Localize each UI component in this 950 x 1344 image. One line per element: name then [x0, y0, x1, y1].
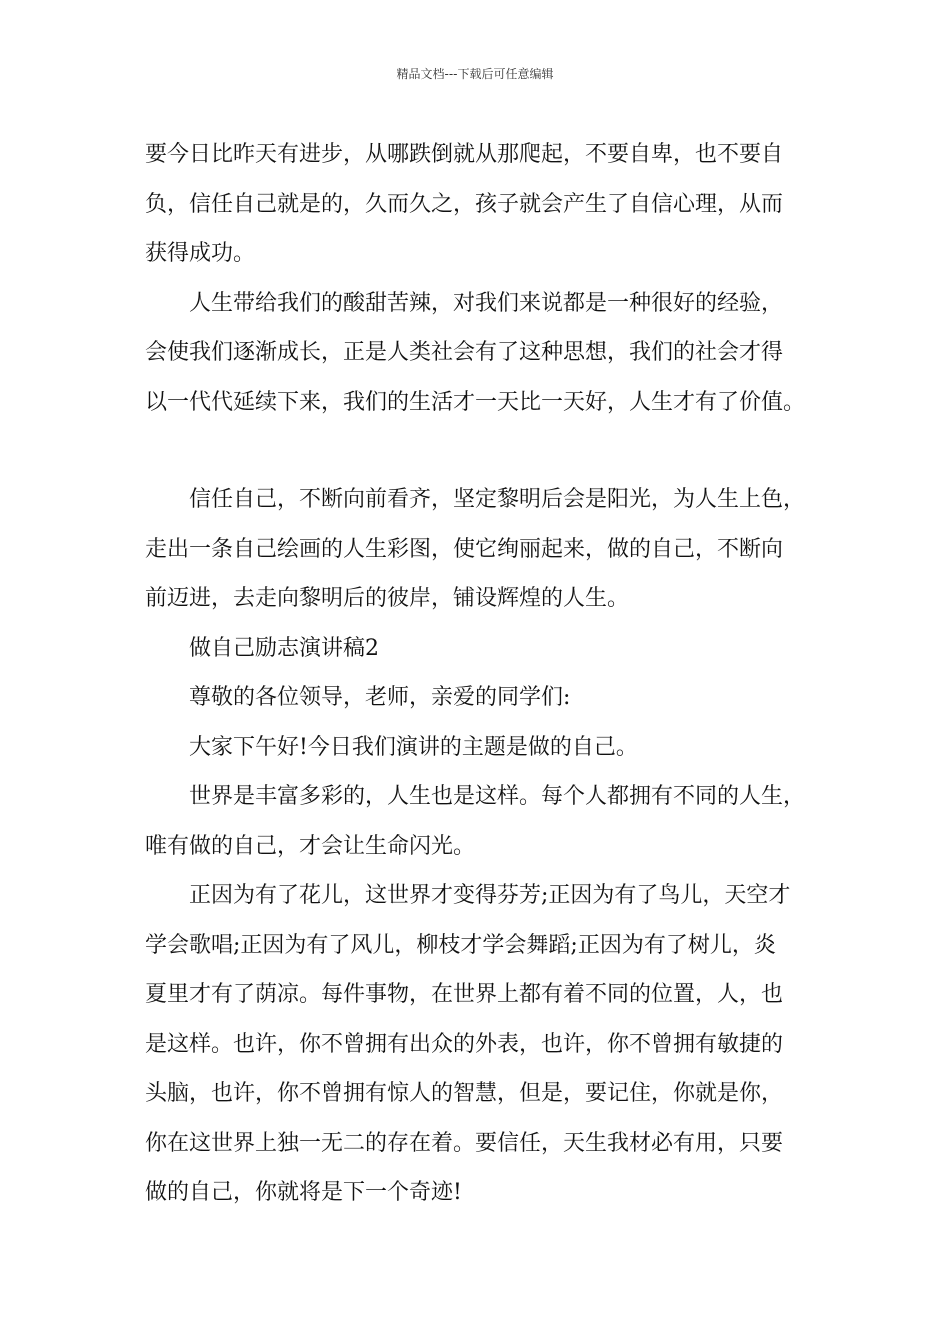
paragraph-line: 大家下午好!今日我们演讲的主题是做的自己。: [189, 734, 638, 760]
section-title: [145, 624, 835, 674]
paragraph-line: 做的自己，你就将是下一个奇迹!: [145, 1180, 462, 1205]
paragraph-line: 负，信任自己就是的，久而久之，孩子就会产生了自信心理，从而: [145, 191, 784, 217]
paragraph-line: 信任自己，不断向前看齐，坚定黎明后会是阳光，为人生上色，: [189, 487, 806, 512]
document-body: [145, 130, 835, 1218]
paragraph-2: [145, 279, 835, 428]
paragraph-line: 走出一条自己绘画的人生彩图，使它绚丽起来，做的自己，不断向: [145, 536, 784, 562]
paragraph-line: 会使我们逐渐成长，正是人类社会有了这种思想，我们的社会才得: [145, 340, 784, 365]
paragraph-line: 头脑，也许，你不曾拥有惊人的智慧，但是，要记住，你就是你，: [145, 1081, 784, 1106]
section-heading: 做自己励志演讲稿2: [189, 635, 379, 661]
paragraph-line: 世界是丰富多彩的，人生也是这样。每个人都拥有不同的人生，: [189, 784, 806, 809]
paragraph-line: 前迈进，去走向黎明后的彼岸，铺设辉煌的人生。: [145, 586, 630, 611]
salutation: [145, 673, 835, 723]
greeting: [145, 723, 835, 773]
paragraph-1: [145, 130, 835, 279]
paragraph-8: [145, 871, 835, 1218]
paragraph-line: 获得成功。: [145, 241, 256, 266]
paragraph-7: [145, 772, 835, 871]
paragraph-line: 以一代代延续下来，我们的生活才一天比一天好，人生才有了价值。: [145, 389, 806, 415]
paragraph-3: [145, 475, 835, 624]
paragraph-line: 要今日比昨天有进步，从哪跌倒就从那爬起，不要自卑，也不要自: [145, 142, 784, 167]
paragraph-line: 人生带给我们的酸甜苦辣，对我们来说都是一种很好的经验，: [189, 290, 784, 316]
paragraph-spacer: [145, 427, 835, 475]
paragraph-line: 你在这世界上独一无二的存在着。要信任，天生我材必有用，只要: [145, 1130, 784, 1156]
paragraph-line: 夏里才有了荫凉。每件事物，在世界上都有着不同的位置，人，也: [145, 982, 784, 1007]
page-header: 精品文档---下载后可任意编辑: [396, 67, 554, 81]
paragraph-line: 唯有做的自己，才会让生命闪光。: [145, 833, 476, 859]
paragraph-line: 是这样。也许，你不曾拥有出众的外表，也许，你不曾拥有敏捷的: [145, 1031, 784, 1057]
paragraph-line: 正因为有了花儿，这世界才变得芬芳;正因为有了鸟儿，天空才: [189, 883, 791, 908]
paragraph-line: 尊敬的各位领导，老师，亲爱的同学们:: [189, 685, 571, 710]
paragraph-line: 学会歌唱;正因为有了风儿，柳枝才学会舞蹈;正因为有了树儿，炎: [145, 932, 776, 958]
